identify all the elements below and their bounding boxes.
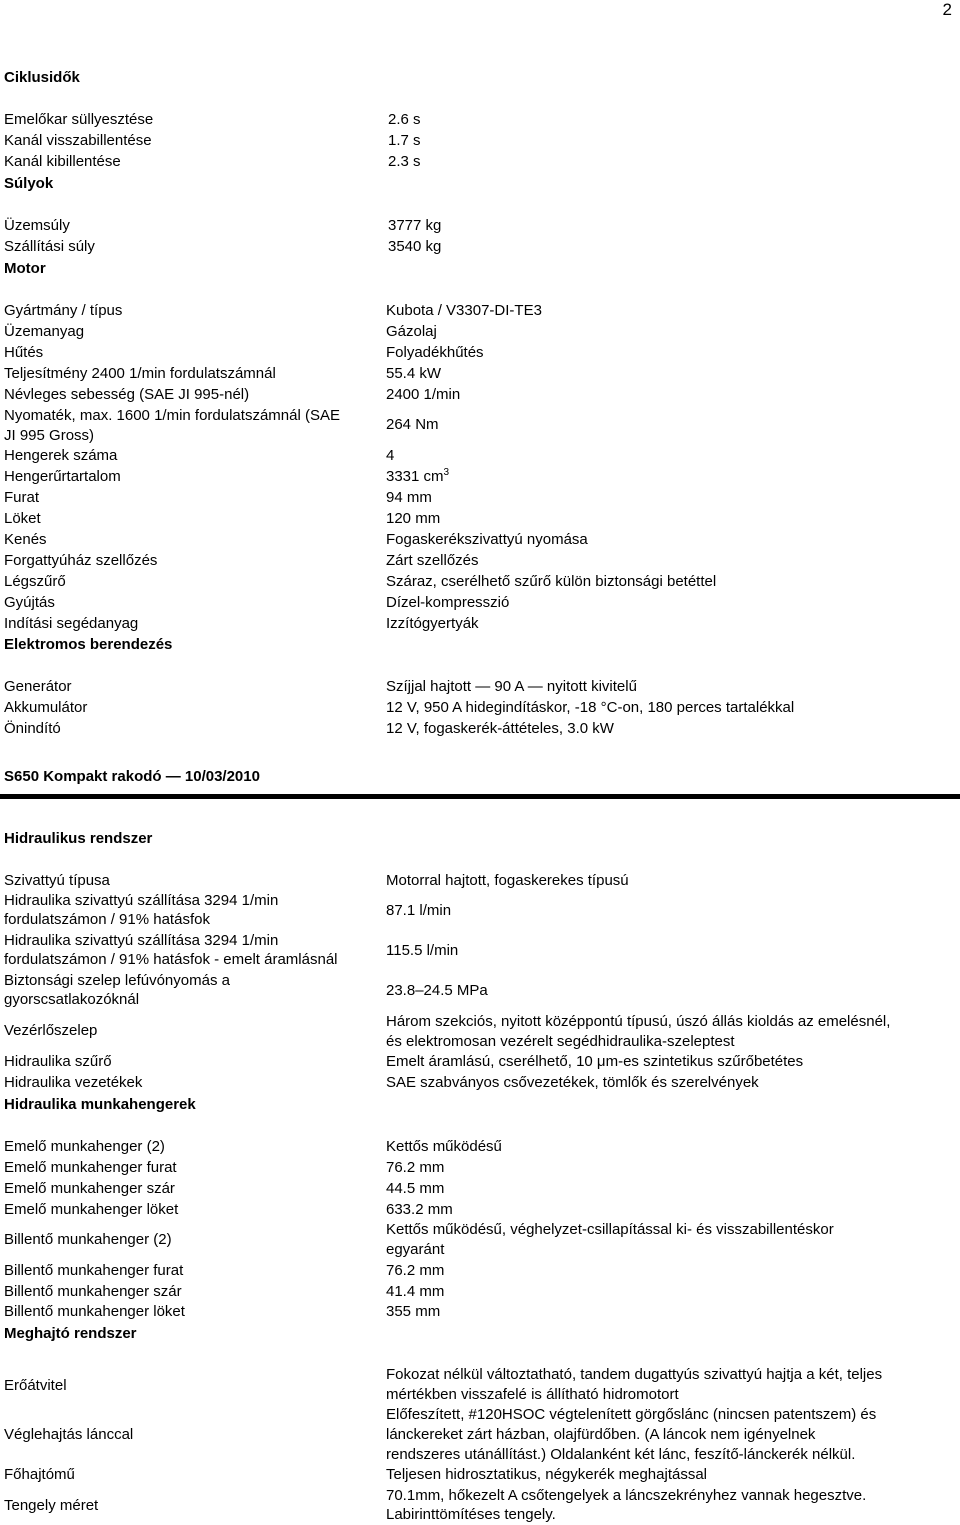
spec-value: 76.2 mm <box>386 1262 445 1279</box>
spec-value: Teljesen hidrosztatikus, négykerék meghajtással <box>386 1466 707 1483</box>
spec-label: Billentő munkahenger szár <box>4 1283 182 1300</box>
section-cylinders: Hidraulika munkahengerek <box>4 1096 196 1113</box>
spec-value: 23.8–24.5 MPa <box>386 982 488 999</box>
spec-label: Nyomaték, max. 1600 1/min fordulatszámnál (SAE <box>4 407 340 424</box>
spec-label: Légszűrő <box>4 573 66 590</box>
spec-label: Főhajtómű <box>4 1466 75 1483</box>
spec-label: Kanál visszabillentése <box>4 132 152 149</box>
spec-label: Erőátvitel <box>4 1377 67 1394</box>
spec-value: Dízel-kompresszió <box>386 594 510 611</box>
section-electrical: Elektromos berendezés <box>4 636 173 653</box>
spec-value: 4 <box>386 447 395 464</box>
spec-value: 264 Nm <box>386 416 439 433</box>
spec-label: Vezérlőszelep <box>4 1022 98 1039</box>
spec-label: Névleges sebesség (SAE JI 995-nél) <box>4 386 250 403</box>
spec-label: Emelő munkahenger furat <box>4 1159 177 1176</box>
spec-value: Labirinttömítéses tengely. <box>386 1506 556 1523</box>
page-number: 2 <box>942 0 952 19</box>
spec-label: Szállítási súly <box>4 238 95 255</box>
spec-value: 3540 kg <box>388 238 442 255</box>
spec-label: Hengerek száma <box>4 447 118 464</box>
section-cycle-times: Ciklusidők <box>4 69 80 86</box>
spec-label: Emelő munkahenger (2) <box>4 1138 165 1155</box>
spec-label: Billentő munkahenger furat <box>4 1262 184 1279</box>
spec-value: 12 V, fogaskerék-áttételes, 3.0 kW <box>386 720 614 737</box>
spec-value: Emelt áramlású, cserélhető, 10 μm-es szintetikus szűrőbetétes <box>386 1053 804 1070</box>
spec-label: Gyújtás <box>4 594 55 611</box>
spec-value: mértékben visszafelé is állítható hidromotort <box>386 1386 679 1403</box>
spec-label: Hidraulika szivattyú szállítása 3294 1/min <box>4 932 279 949</box>
spec-value: 2.3 s <box>388 153 421 170</box>
spec-value: Izzítógyertyák <box>386 615 479 632</box>
section-drive: Meghajtó rendszer <box>4 1325 137 1342</box>
spec-value: Fogaskerékszivattyú nyomása <box>386 531 588 548</box>
spec-value: Zárt szellőzés <box>386 552 479 569</box>
spec-value: 115.5 l/min <box>386 942 459 959</box>
spec-value: Száraz, cserélhető szűrő külön biztonsági betéttel <box>386 573 717 590</box>
spec-value: 2400 1/min <box>386 386 461 403</box>
spec-label: Hidraulika szűrő <box>4 1053 112 1070</box>
spec-label: Billentő munkahenger (2) <box>4 1231 172 1248</box>
spec-label: Akkumulátor <box>4 699 88 716</box>
spec-label: Hidraulika vezetékek <box>4 1074 143 1091</box>
spec-value: SAE szabványos csővezetékek, tömlők és szerelvények <box>386 1074 759 1091</box>
spec-label: Gyártmány / típus <box>4 302 123 319</box>
spec-value: 12 V, 950 A hidegindításkor, -18 °C-on, 180 perces tartalékkal <box>386 699 795 716</box>
spec-label: Véglehajtás lánccal <box>4 1426 134 1443</box>
spec-value: 2.6 s <box>388 111 421 128</box>
section-hydraulic: Hidraulikus rendszer <box>4 830 153 847</box>
spec-value: Kettős működésű, véghelyzet-csillapítással ki- és visszabillentéskor <box>386 1221 834 1238</box>
spec-value: Gázolaj <box>386 323 437 340</box>
spec-value: 633.2 mm <box>386 1201 453 1218</box>
spec-label: fordulatszámon / 91% hatásfok - emelt áramlásnál <box>4 951 338 968</box>
spec-label: Emelő munkahenger löket <box>4 1201 179 1218</box>
spec-value: Előfeszített, #120HSOC végtelenített görgőslánc (nincsen patentszem) és <box>386 1406 877 1423</box>
spec-label: Furat <box>4 489 40 506</box>
spec-label: Löket <box>4 510 41 527</box>
spec-value: lánckereket zárt házban, olajfürdőben. (A láncok nem igényelnek <box>386 1426 816 1443</box>
spec-value: Motorral hajtott, fogaskerekes típusú <box>386 872 629 889</box>
divider <box>0 794 960 799</box>
spec-label: fordulatszámon / 91% hatásfok <box>4 911 210 928</box>
spec-label: Szivattyú típusa <box>4 872 110 889</box>
spec-value: és elektromosan vezérelt segédhidraulika-szeleptest <box>386 1033 735 1050</box>
spec-value: Fokozat nélkül változtatható, tandem dugattyús szivattyú hajtja a két, teljes <box>386 1366 883 1383</box>
spec-value <box>386 467 449 487</box>
spec-label: Üzemsúly <box>4 217 70 234</box>
document-header: S650 Kompakt rakodó — 10/03/2010 <box>4 768 260 785</box>
spec-label: Emelőkar süllyesztése <box>4 111 154 128</box>
section-weights: Súlyok <box>4 175 54 192</box>
superscript: 3 <box>443 467 450 478</box>
spec-value: Kettős működésű <box>386 1138 502 1155</box>
spec-value: 94 mm <box>386 489 432 506</box>
spec-value: 355 mm <box>386 1303 441 1320</box>
spec-label: Kenés <box>4 531 47 548</box>
spec-value: 44.5 mm <box>386 1180 445 1197</box>
spec-label: Tengely méret <box>4 1497 99 1514</box>
spec-value: egyaránt <box>386 1241 445 1258</box>
displacement-value: 3331 cm <box>386 468 444 485</box>
spec-label: Generátor <box>4 678 72 695</box>
spec-value: rendszeres utánállítást.) Oldalanként két lánc, feszítő-lánckerék nélkül. <box>386 1446 856 1463</box>
spec-value: 87.1 l/min <box>386 902 452 919</box>
spec-label: Teljesítmény 2400 1/min fordulatszámnál <box>4 365 276 382</box>
spec-value: Folyadékhűtés <box>386 344 484 361</box>
spec-value: 3777 kg <box>388 217 442 234</box>
spec-label: Kanál kibillentése <box>4 153 121 170</box>
section-engine: Motor <box>4 260 46 277</box>
spec-value: Három szekciós, nyitott középpontú típusú, úszó állás kioldás az emelésnél, <box>386 1013 891 1030</box>
spec-label: gyorscsatlakozóknál <box>4 991 140 1008</box>
spec-value: 41.4 mm <box>386 1283 445 1300</box>
spec-label: Billentő munkahenger löket <box>4 1303 185 1320</box>
spec-label: Üzemanyag <box>4 323 85 340</box>
spec-value: Szíjjal hajtott — 90 A — nyitott kivitelű <box>386 678 637 695</box>
spec-value: 55.4 kW <box>386 365 442 382</box>
spec-label: JI 995 Gross) <box>4 427 95 444</box>
spec-label: Indítási segédanyag <box>4 615 139 632</box>
spec-value: 70.1mm, hőkezelt A csőtengelyek a láncszekrényhez vannak hegesztve. <box>386 1487 867 1504</box>
spec-label: Önindító <box>4 720 61 737</box>
spec-value: 1.7 s <box>388 132 421 149</box>
spec-value: 120 mm <box>386 510 441 527</box>
spec-label: Forgattyúház szellőzés <box>4 552 158 569</box>
spec-label: Hűtés <box>4 344 44 361</box>
spec-value: 76.2 mm <box>386 1159 445 1176</box>
spec-label: Emelő munkahenger szár <box>4 1180 175 1197</box>
spec-value: Kubota / V3307-DI-TE3 <box>386 302 542 319</box>
spec-label: Hidraulika szivattyú szállítása 3294 1/min <box>4 892 279 909</box>
spec-label: Hengerűrtartalom <box>4 468 121 485</box>
spec-label: Biztonsági szelep lefúvónyomás a <box>4 972 230 989</box>
